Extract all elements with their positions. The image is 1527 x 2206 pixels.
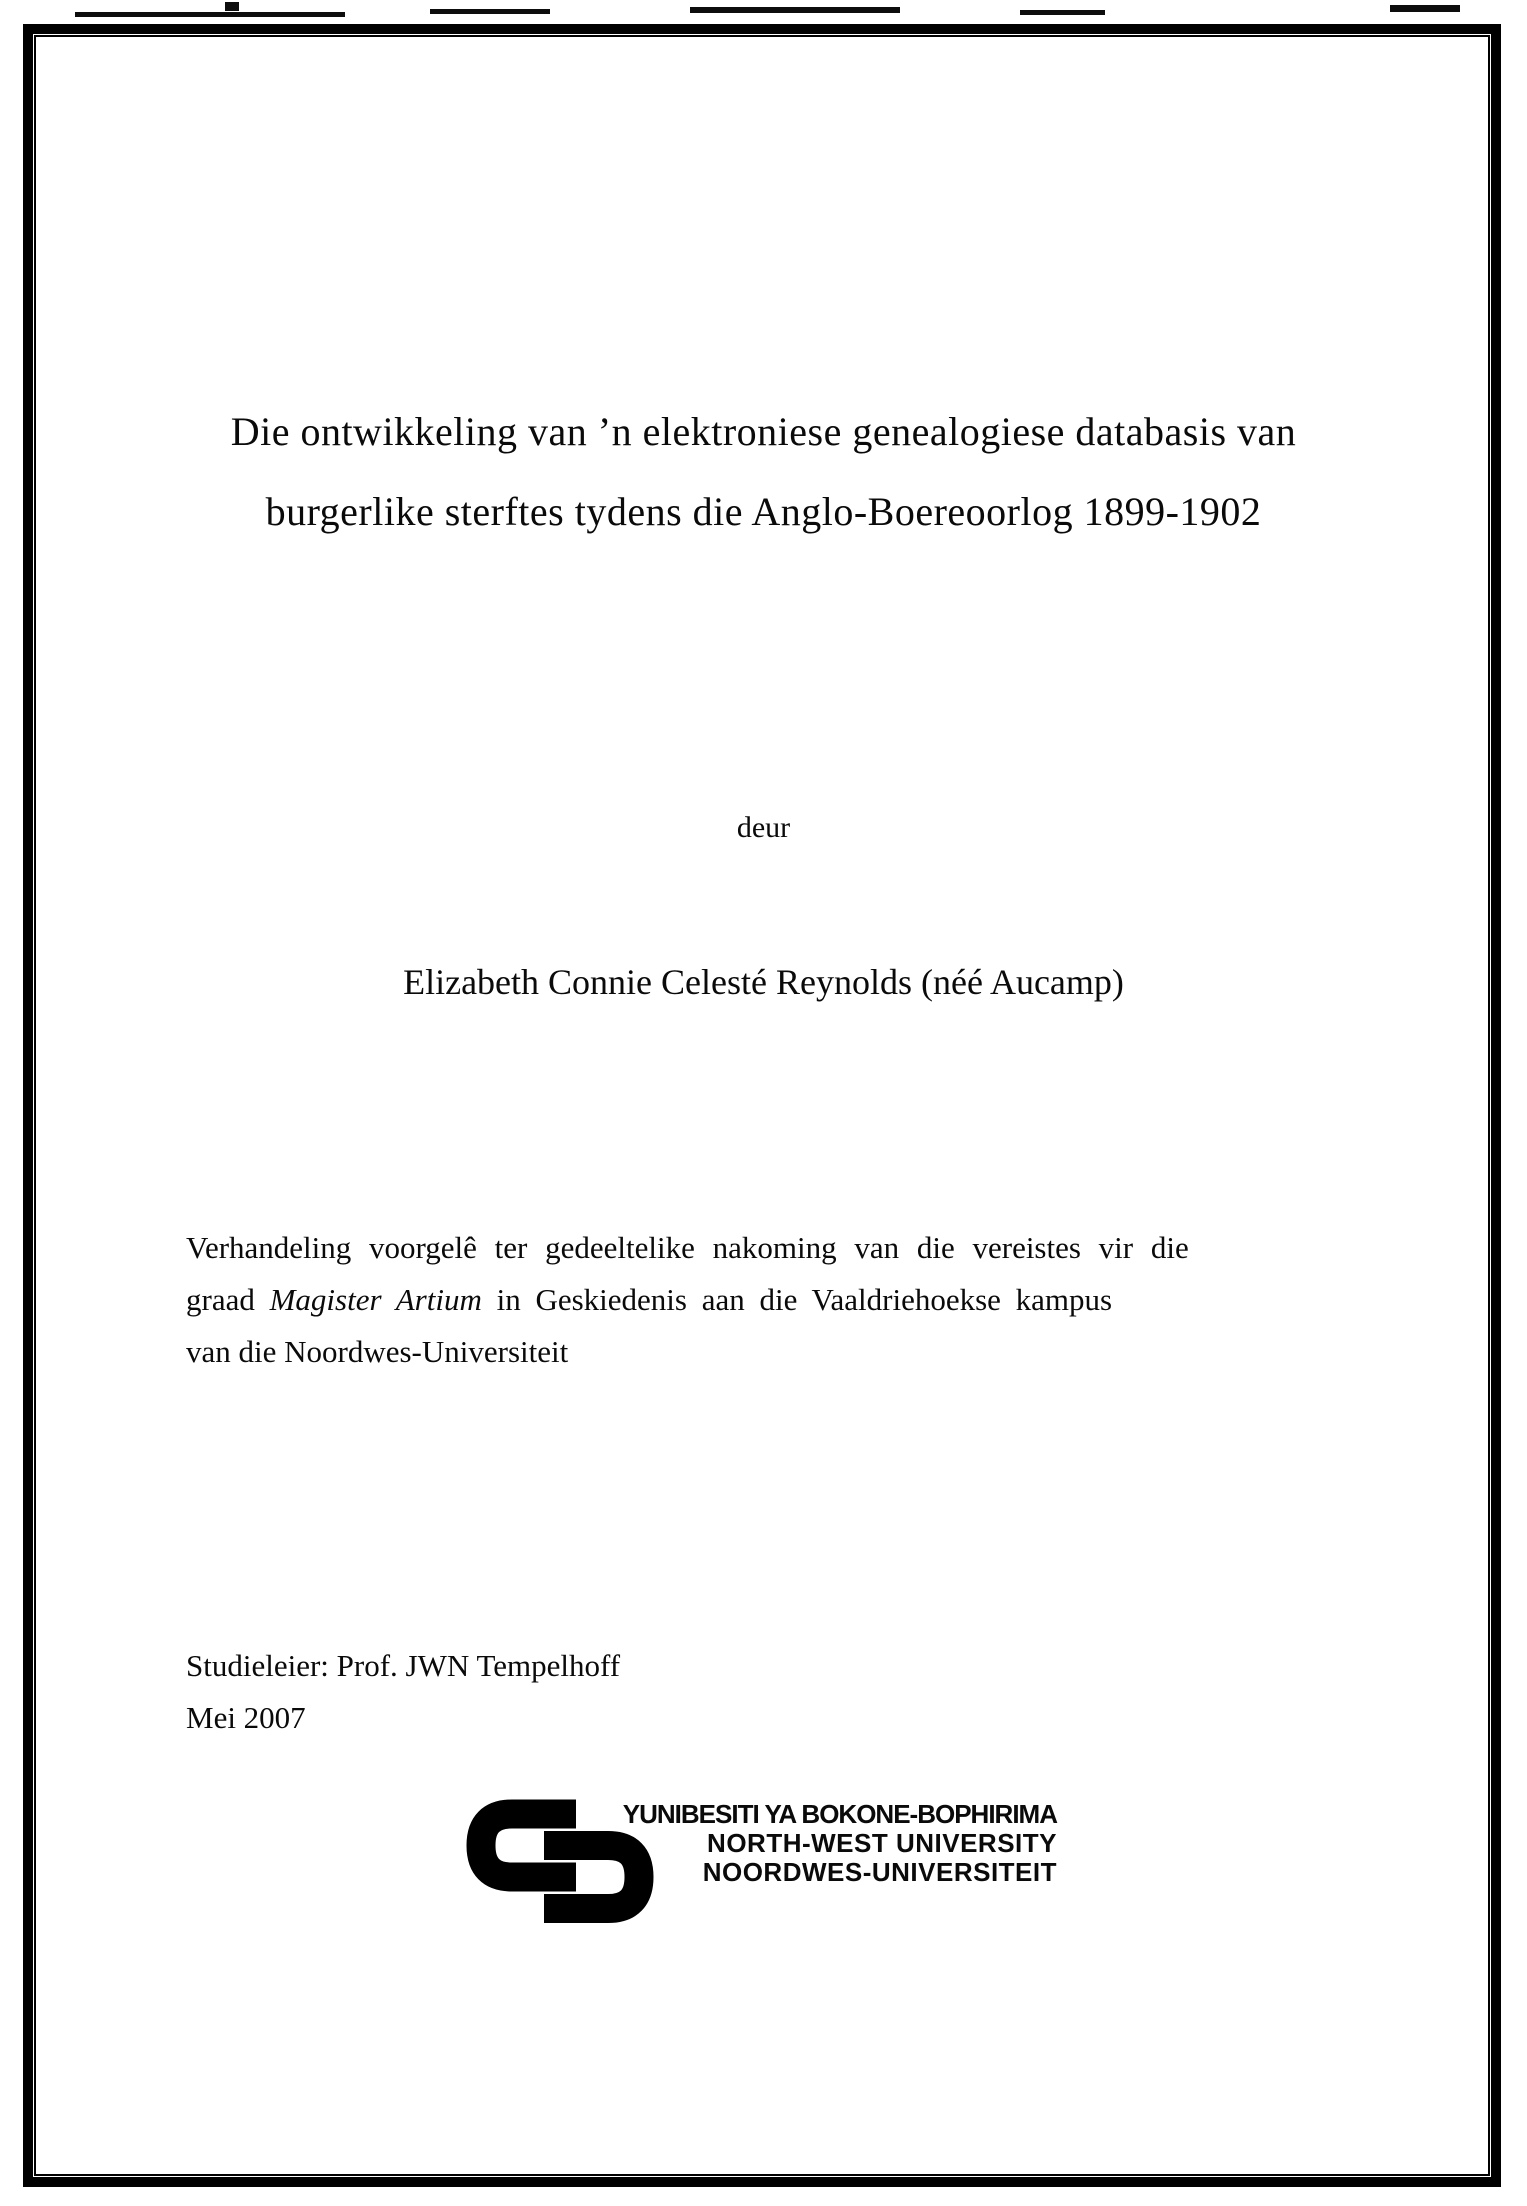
statement-line-2-prefix: graad xyxy=(186,1282,270,1317)
scan-noise-mark xyxy=(690,7,900,13)
scan-noise-mark xyxy=(75,12,345,17)
statement-line-2 xyxy=(186,1274,1354,1326)
logo-line-setswana: YUNIBESITI YA BOKONE-BOPHIRIMA xyxy=(622,1799,1057,1829)
logo-line-english: NORTH-WEST UNIVERSITY xyxy=(707,1828,1057,1858)
title-line-1: Die ontwikkeling van ’n elektroniese genealogiese databasis van xyxy=(230,409,1297,454)
thesis-title xyxy=(90,392,1437,552)
statement-line-1: Verhandeling voorgelê ter gedeeltelike nakoming van die vereistes vir die xyxy=(186,1230,1189,1265)
degree-statement xyxy=(186,1222,1354,1378)
author-name: Elizabeth Connie Celesté Reynolds (néé Aucamp) xyxy=(403,962,1124,1002)
university-logo xyxy=(460,1796,1060,1936)
logo-line-afrikaans: NOORDWES-UNIVERSITEIT xyxy=(702,1857,1057,1887)
title-line-2: burgerlike sterftes tydens die Anglo-Boereoorlog 1899-1902 xyxy=(265,489,1262,534)
scan-noise-mark xyxy=(1020,10,1105,15)
scan-noise-mark xyxy=(225,2,239,11)
degree-name: Magister Artium xyxy=(269,1282,482,1317)
date-line: Mei 2007 xyxy=(186,1700,306,1735)
scan-noise-mark xyxy=(1390,5,1460,12)
statement-line-3: van die Noordwes-Universiteit xyxy=(186,1334,569,1369)
statement-line-2-suffix: in Geskiedenis aan die Vaaldriehoekse kampus xyxy=(481,1282,1113,1317)
university-logo-text xyxy=(583,1800,1057,1887)
supervisor-and-date xyxy=(186,1640,620,1744)
supervisor-line: Studieleier: Prof. JWN Tempelhoff xyxy=(186,1648,621,1683)
scan-noise-mark xyxy=(430,9,550,14)
byline: deur xyxy=(736,811,791,844)
